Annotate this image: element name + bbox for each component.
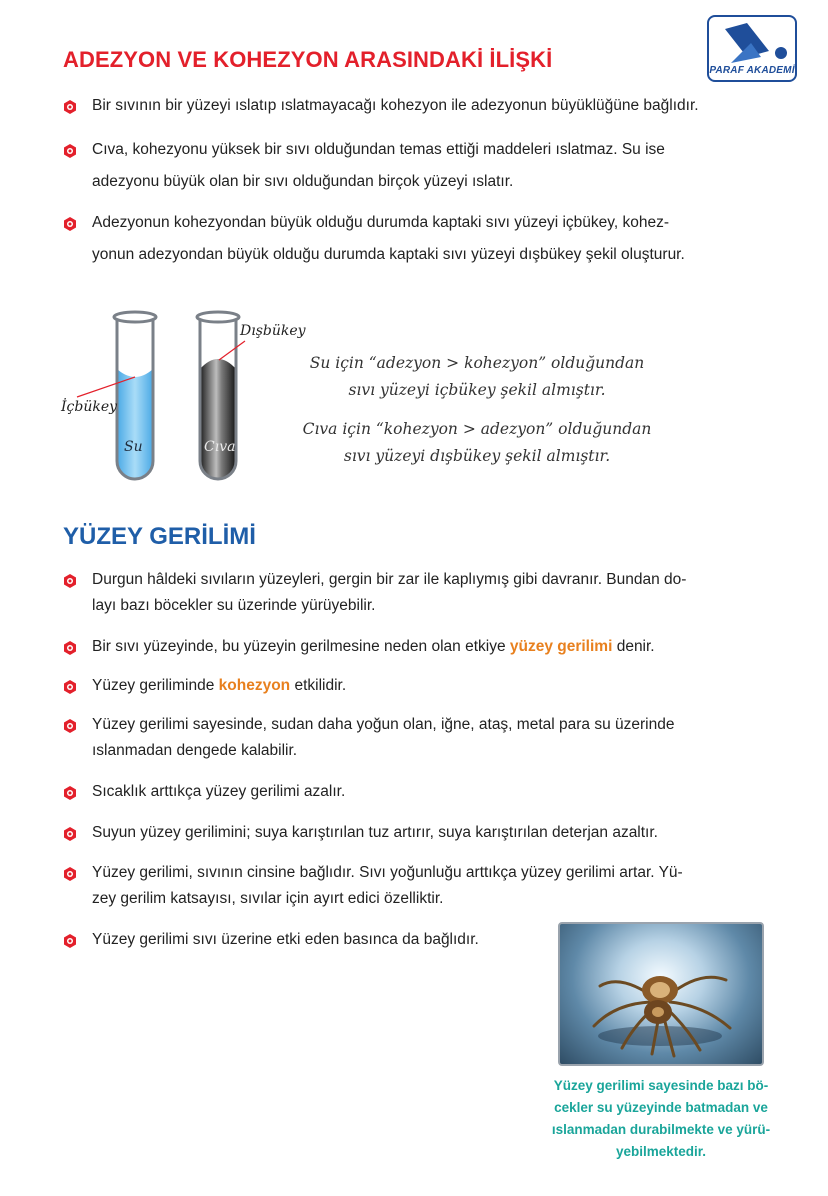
list-item xyxy=(63,90,763,122)
mercury-caption xyxy=(296,416,658,470)
bullet-icon xyxy=(63,934,77,948)
bullet-text-line: zey gerilim katsayısı, sıvılar için ayırt edici özelliktir. xyxy=(92,890,444,907)
caption-line: ıslanmadan durabilmekte ve yürü- xyxy=(551,1122,771,1137)
text-segment: etkilidir. xyxy=(290,677,347,694)
bullet-icon xyxy=(63,574,77,588)
bullet-icon xyxy=(63,217,77,231)
paraf-logo-mark-icon xyxy=(717,23,789,67)
bullet-text-line: Adezyonun kohezyondan büyük olduğu durumda kaptaki sıvı yüzeyi içbükey, kohez- xyxy=(92,214,670,231)
caption-line: yebilmektedir. xyxy=(615,1144,707,1159)
list-item xyxy=(63,776,763,808)
text-segment: denir. xyxy=(612,638,655,655)
list-item xyxy=(63,134,763,198)
caption-line: Cıva için “kohezyon > adezyon” olduğundan xyxy=(302,420,652,438)
list-item xyxy=(63,670,763,702)
bullet-text: Yüzey gerilimi sıvı üzerine etki eden basınca da bağlıdır. xyxy=(92,931,479,948)
bullet-text: Bir sıvının bir yüzeyi ıslatıp ıslatmayacağı kohezyon ile adezyonun büyüklüğüne bağlıdır. xyxy=(92,97,699,114)
bullet-text-line: Yüzey gerilimi sayesinde, sudan daha yoğun olan, iğne, ataş, metal para su üzerinde xyxy=(92,716,675,733)
list-item xyxy=(63,817,763,849)
bullet-text-line: layı bazı böcekler su üzerinde yürüyebilir. xyxy=(92,597,376,614)
caption-line: sıvı yüzeyi dışbükey şekil almıştır. xyxy=(343,447,611,465)
logo-text: PARAF AKADEMİ xyxy=(709,65,795,76)
bullet-text-line: adezyonu büyük olan bir sıvı olduğundan birçok yüzeyi ıslatır. xyxy=(92,173,514,190)
convex-label: Dışbükey xyxy=(240,323,306,339)
bullet-text-line: yonun adezyondan büyük olduğu durumda kaptaki sıvı yüzeyi dışbükey şekil oluşturur. xyxy=(92,246,685,263)
bullet-icon xyxy=(63,786,77,800)
bullet-text xyxy=(63,670,763,702)
bullet-icon xyxy=(63,144,77,158)
section-title-surface-tension: YÜZEY GERİLİMİ xyxy=(63,523,256,550)
spider-icon xyxy=(560,924,762,1064)
list-item xyxy=(63,924,543,956)
bullet-icon xyxy=(63,719,77,733)
bullet-text-line: Durgun hâldeki sıvıların yüzeyleri, gergin bir zar ile kaplıymış gibi davranır. Bundan do- xyxy=(92,571,687,588)
list-item xyxy=(63,857,763,915)
paraf-akademi-logo xyxy=(707,15,797,82)
list-item xyxy=(63,709,763,767)
bullet-icon xyxy=(63,641,77,655)
mercury-label: Cıva xyxy=(204,439,236,455)
bullet-text: Sıcaklık arttıkça yüzey gerilimi azalır. xyxy=(92,783,346,800)
caption-line: Yüzey gerilimi sayesinde bazı bö- xyxy=(553,1078,769,1093)
bullet-text-line: ıslanmadan dengede kalabilir. xyxy=(92,742,298,759)
test-tubes-figure xyxy=(55,305,306,490)
list-item xyxy=(63,631,763,663)
text-segment: Yüzey geriliminde xyxy=(92,677,219,694)
text-segment: Bir sıvı yüzeyinde, bu yüzeyin gerilmesine neden olan etkiye xyxy=(92,638,510,655)
caption-line: cekler su yüzeyinde batmadan ve xyxy=(554,1100,768,1115)
list-item xyxy=(63,564,763,622)
highlight-cohesion: kohezyon xyxy=(218,677,291,694)
bullet-text: Suyun yüzey gerilimini; suya karıştırılan tuz artırır, suya karıştırılan deterjan azaltır. xyxy=(92,824,658,841)
bullet-text-line: Cıva, kohezyonu yüksek bir sıvı olduğundan temas ettiği maddeleri ıslatmaz. Su ise xyxy=(92,141,665,158)
bullet-text xyxy=(63,631,763,663)
bullet-icon xyxy=(63,827,77,841)
bullet-icon xyxy=(63,867,77,881)
water-label: Su xyxy=(124,439,143,455)
spider-on-water-photo xyxy=(558,922,764,1066)
caption-line: Su için “adezyon > kohezyon” olduğundan xyxy=(309,354,645,372)
bullet-text-line: Yüzey gerilimi, sıvının cinsine bağlıdır. Sıvı yoğunluğu arttıkça yüzey gerilimi artar. Yü- xyxy=(92,864,683,881)
highlight-surface-tension: yüzey gerilimi xyxy=(509,638,613,655)
photo-caption xyxy=(541,1075,781,1163)
concave-label: İçbükey xyxy=(61,399,118,415)
bullet-icon xyxy=(63,100,77,114)
caption-line: sıvı yüzeyi içbükey şekil almıştır. xyxy=(348,381,606,399)
list-item xyxy=(63,207,763,271)
bullet-icon xyxy=(63,680,77,694)
section-title-adhesion-cohesion: ADEZYON VE KOHEZYON ARASINDAKİ İLİŞKİ xyxy=(63,47,553,72)
water-caption xyxy=(296,350,658,404)
